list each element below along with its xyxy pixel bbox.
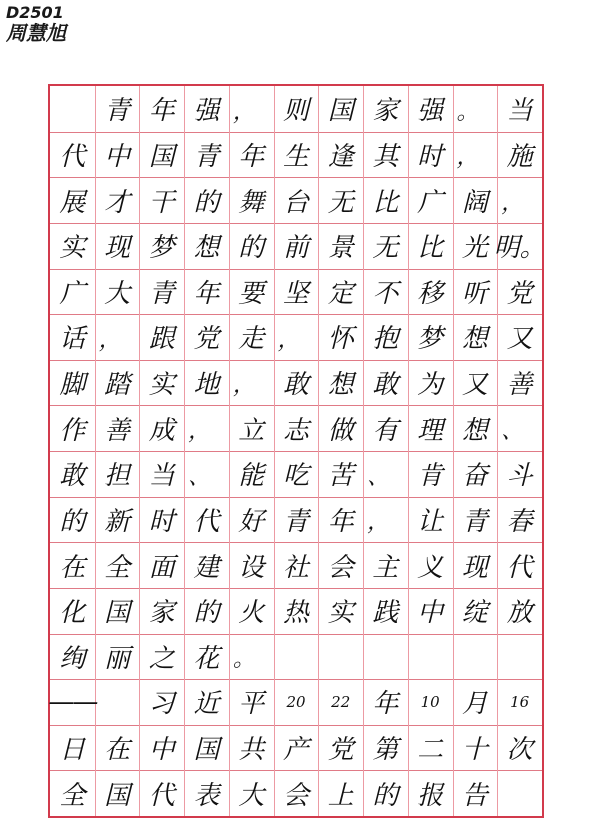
grid-cell: 面: [148, 552, 175, 583]
grid-cell: 光: [461, 233, 488, 264]
grid-cell: 青: [461, 506, 488, 537]
grid-cell: [363, 634, 408, 680]
grid-cell: 二: [417, 735, 444, 766]
grid-cell: 中: [104, 141, 131, 172]
grid-cell: 施: [506, 141, 533, 172]
grid-cell: 20: [286, 692, 306, 711]
grid-cell: 要: [238, 278, 265, 309]
grid-cell: 中: [417, 598, 444, 629]
grid-cell: [497, 634, 542, 680]
grid-cell: 会: [327, 552, 354, 583]
grid-cell: 则: [282, 96, 309, 127]
grid-cell: 移: [417, 278, 444, 309]
grid-cell: 践: [372, 598, 399, 629]
grid-cell: 跟: [148, 324, 175, 355]
grid-cell: 上: [327, 780, 354, 811]
grid-cell: 又: [506, 324, 533, 355]
grid-cell: 理: [417, 415, 444, 446]
grid-cell: 听: [461, 278, 488, 309]
grid-cell: [318, 634, 363, 680]
grid-cell: 又: [461, 370, 488, 401]
grid-cell: 逢: [327, 141, 354, 172]
grid-cell: 十: [461, 735, 488, 766]
grid-cell: 年: [327, 506, 354, 537]
grid-cell: ，: [367, 510, 390, 536]
grid-cell: 当: [506, 96, 533, 127]
grid-cell: 的: [59, 506, 86, 537]
grid-row: [50, 86, 542, 132]
grid-cell: 踏: [104, 370, 131, 401]
grid-cell: 青: [148, 278, 175, 309]
grid-cell: 、: [367, 464, 390, 490]
grid-cell: 表: [193, 780, 220, 811]
grid-row: [50, 725, 542, 771]
grid-cell: 设: [238, 552, 265, 583]
grid-cell: 会: [282, 780, 309, 811]
grid-cell: 比: [417, 233, 444, 264]
grid-cell: 斗: [506, 461, 533, 492]
grid-cell: 次: [506, 735, 533, 766]
grid-cell: 年: [372, 689, 399, 720]
grid-cell: 16: [510, 692, 530, 711]
grid-cell: 广: [59, 278, 86, 309]
grid-cell: 月: [461, 689, 488, 720]
grid-cell: 、: [501, 419, 524, 444]
grid-cell: 成: [148, 415, 175, 446]
grid-cell: 敢: [282, 370, 309, 401]
grid-cell: 明。: [493, 233, 546, 264]
grid-cell: 新: [104, 506, 131, 537]
grid-cell: 平: [238, 689, 265, 720]
grid-row: [50, 588, 542, 634]
grid-row: [50, 360, 542, 406]
grid-cell: 国: [104, 598, 131, 629]
grid-cell: 党: [327, 735, 354, 766]
grid-cell: 定: [327, 278, 354, 309]
grid-row: [50, 451, 542, 497]
grid-cell: 第: [372, 735, 399, 766]
grid-cell: 花: [193, 643, 220, 674]
grid-cell: [497, 770, 542, 816]
grid-cell: 产: [282, 735, 309, 766]
grid-cell: 舞: [238, 187, 265, 218]
grid-cell: 火: [238, 598, 265, 629]
grid-cell: 国: [104, 780, 131, 811]
grid-cell: 不: [372, 278, 399, 309]
grid-cell: 家: [372, 96, 399, 127]
grid-cell: 梦: [417, 324, 444, 355]
grid-row: [50, 634, 542, 680]
grid-cell: 奋: [461, 461, 488, 492]
grid-cell: 强: [193, 96, 220, 127]
grid-cell: 近: [193, 689, 220, 720]
grid-cell: 春: [506, 506, 533, 537]
grid-cell: 无: [327, 187, 354, 218]
grid-row: [50, 269, 542, 315]
grid-cell: 干: [148, 187, 175, 218]
grid-cell: 告: [461, 780, 488, 811]
grid-cell: 青: [104, 96, 131, 127]
grid-cell: 代: [148, 780, 175, 811]
grid-cell: 青: [193, 141, 220, 172]
grid-cell: 坚: [282, 278, 309, 309]
grid-cell: 的: [372, 780, 399, 811]
grid-cell: 强: [417, 96, 444, 127]
grid-cell: 敢: [59, 461, 86, 492]
grid-row: [50, 223, 546, 269]
grid-cell: [95, 679, 140, 725]
grid-cell: 有: [372, 415, 399, 446]
grid-cell: 实: [148, 370, 175, 401]
grid-cell: 当: [148, 461, 175, 492]
grid-cell: 台: [282, 187, 309, 218]
grid-cell: 年: [238, 141, 265, 172]
grid-cell: 实: [327, 598, 354, 629]
grid-cell: 共: [238, 735, 265, 766]
grid-cell: 敢: [372, 370, 399, 401]
grid-cell: 好: [238, 506, 265, 537]
grid-cell: 担: [104, 461, 131, 492]
grid-cell: 年: [193, 278, 220, 309]
grid-paper: [48, 84, 544, 818]
grid-cell: 之: [148, 643, 175, 674]
grid-cell: 的: [193, 187, 220, 218]
grid-cell: ——: [48, 686, 97, 717]
grid-cell: 为: [417, 370, 444, 401]
grid-cell: 日: [59, 735, 86, 766]
grid-cell: 代: [59, 141, 86, 172]
grid-cell: 年: [148, 96, 175, 127]
grid-cell: 热: [282, 598, 309, 629]
grid-cell: ，: [456, 145, 479, 171]
grid-cell: 国: [193, 735, 220, 766]
grid-row: [50, 132, 542, 178]
grid-cell: 能: [238, 461, 265, 492]
grid-cell: 无: [372, 233, 399, 264]
grid-cell: 绚: [59, 643, 86, 674]
grid-cell: ，: [98, 327, 121, 353]
grid-cell: ，: [277, 327, 300, 353]
grid-cell: 其: [372, 141, 399, 172]
grid-cell: 梦: [148, 233, 175, 264]
student-name: 周慧旭: [6, 20, 66, 45]
grid-cell: [50, 86, 95, 132]
grid-row: [50, 177, 542, 223]
grid-cell: [408, 634, 453, 680]
grid-cell: 大: [238, 780, 265, 811]
grid-cell: 化: [59, 598, 86, 629]
grid-cell: 做: [327, 415, 354, 446]
grid-cell: ，: [232, 99, 255, 125]
grid-cell: 22: [331, 692, 351, 711]
grid-row: [50, 497, 542, 543]
grid-cell: 。: [456, 99, 479, 125]
grid-cell: 中: [148, 735, 175, 766]
grid-cell: 家: [148, 598, 175, 629]
grid-cell: 全: [104, 552, 131, 583]
grid-cell: 时: [417, 141, 444, 172]
grid-cell: 丽: [104, 643, 131, 674]
grid-cell: 善: [506, 370, 533, 401]
grid-cell: 才: [104, 187, 131, 218]
grid-cell: 党: [193, 324, 220, 355]
grid-cell: 苦: [327, 461, 354, 492]
grid-cell: 立: [238, 415, 265, 446]
grid-cell: ，: [501, 190, 524, 216]
grid-cell: 建: [193, 552, 220, 583]
grid-cell: 国: [327, 96, 354, 127]
grid-cell: 10: [420, 692, 440, 711]
grid-cell: 阔: [461, 187, 488, 218]
grid-cell: 大: [104, 278, 131, 309]
grid-cell: 善: [104, 415, 131, 446]
grid-cell: ，: [232, 373, 255, 399]
grid-row: [50, 314, 542, 360]
grid-cell: 想: [327, 370, 354, 401]
grid-cell: 前: [282, 233, 309, 264]
grid-cell: 青: [282, 506, 309, 537]
grid-cell: 报: [417, 780, 444, 811]
grid-row: [50, 679, 542, 725]
grid-cell: 吃: [282, 461, 309, 492]
grid-cell: 怀: [327, 324, 354, 355]
student-code: D2501: [6, 3, 64, 22]
grid-cell: 。: [232, 647, 255, 673]
grid-cell: 时: [148, 506, 175, 537]
grid-cell: 的: [193, 598, 220, 629]
grid-cell: 生: [282, 141, 309, 172]
grid-cell: 走: [238, 324, 265, 355]
grid-cell: 想: [461, 324, 488, 355]
grid-cell: 比: [372, 187, 399, 218]
grid-cell: 实: [59, 233, 86, 264]
grid-cell: 现: [461, 552, 488, 583]
grid-cell: 在: [59, 552, 86, 583]
grid-cell: 作: [59, 415, 86, 446]
grid-row: [50, 405, 542, 451]
grid-cell: 代: [506, 552, 533, 583]
grid-row: [50, 542, 542, 588]
grid-cell: 想: [193, 233, 220, 264]
header: [6, 4, 66, 44]
grid-cell: 社: [282, 552, 309, 583]
grid-cell: 习: [148, 689, 175, 720]
grid-cell: 党: [506, 278, 533, 309]
grid-cell: 国: [148, 141, 175, 172]
grid-cell: ，: [188, 419, 211, 444]
grid-cell: 想: [461, 415, 488, 446]
grid-cell: 义: [417, 552, 444, 583]
grid-cell: 主: [372, 552, 399, 583]
grid-cell: 广: [417, 187, 444, 218]
grid-cell: 抱: [372, 324, 399, 355]
grid-cell: 代: [193, 506, 220, 537]
grid-cell: 放: [506, 598, 533, 629]
grid-cell: 景: [327, 233, 354, 264]
grid-cell: 展: [59, 187, 86, 218]
grid-row: [50, 770, 542, 816]
grid-cell: 现: [104, 233, 131, 264]
grid-cell: 绽: [461, 598, 488, 629]
grid-cell: 脚: [59, 370, 86, 401]
grid-cell: 、: [188, 464, 211, 490]
grid-cell: 的: [238, 233, 265, 264]
grid-cell: 地: [193, 370, 220, 401]
grid-cell: [274, 634, 319, 680]
grid-cell: 志: [282, 415, 309, 446]
grid-cell: 全: [59, 780, 86, 811]
grid-cell: [453, 634, 498, 680]
grid-cell: 让: [417, 506, 444, 537]
grid-cell: 肯: [417, 461, 444, 492]
character-grid: [48, 86, 546, 816]
grid-cell: 话: [59, 324, 86, 355]
grid-cell: 在: [104, 735, 131, 766]
